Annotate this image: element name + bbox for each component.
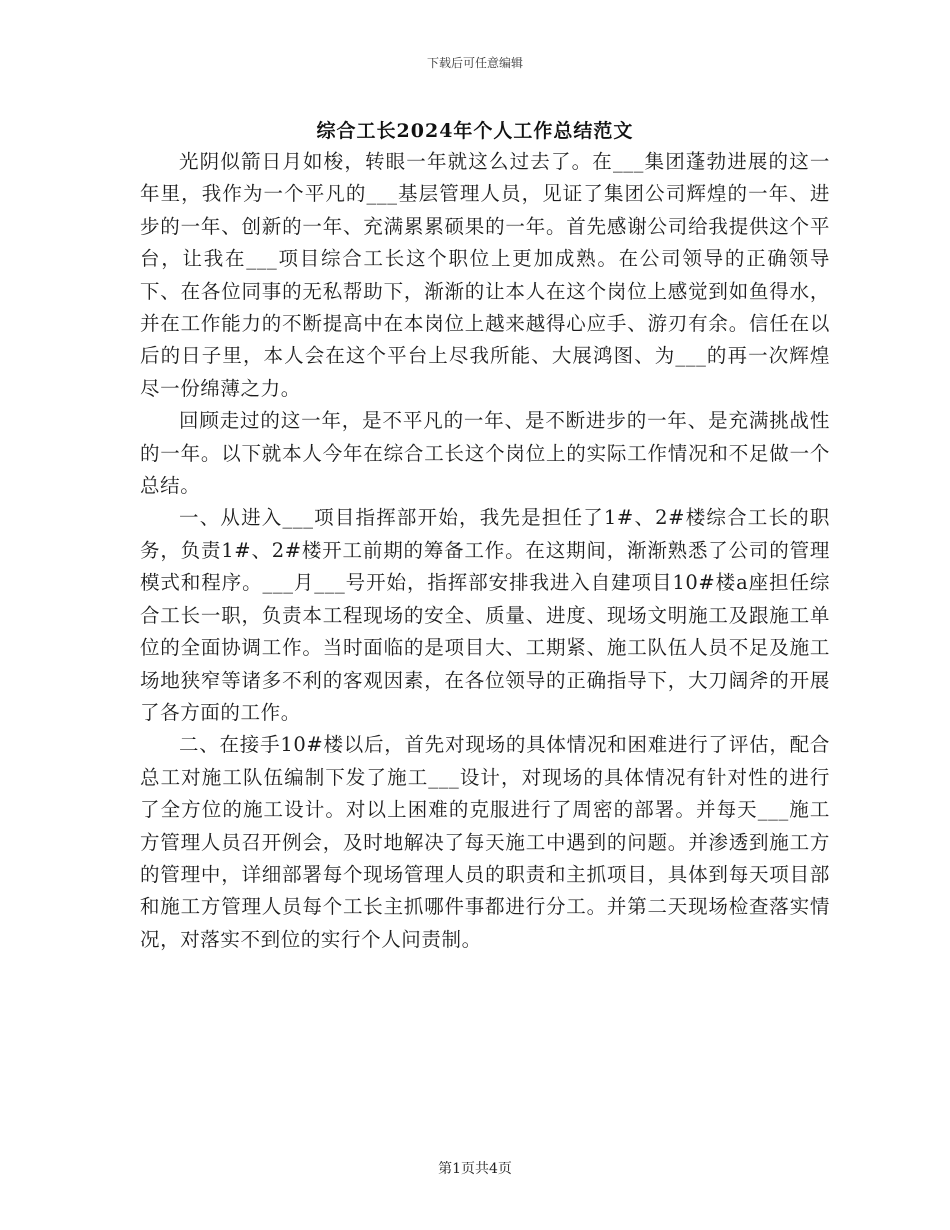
paragraph-review: 回顾走过的这一年，是不平凡的一年、是不断进步的一年、是充满挑战性的一年。以下就本人今年在综合工长这个岗位上的实际工作情况和不足做一个总结。 — [140, 409, 830, 498]
paragraph-section-one: 一、从进入___项目指挥部开始，我先是担任了1#、2#楼综合工长的职务，负责1#、2#楼开工前期的筹备工作。在这期间，渐渐熟悉了公司的管理模式和程序。___月___号开始，指挥部安排我进入自建项目10#楼a座担任综合工长一职，负责本工程现场的安全、质量、进度、现场文明施工及跟施工单位的全面协调工作。当时面临的是项目大、工期紧、施工队伍人员不足及施工场地狭窄等诸多不利的客观因素，在各位领导的正确指导下，大刀阔斧的开展了各方面的工作。 — [140, 506, 830, 724]
paragraph-section-two: 二、在接手10#楼以后，首先对现场的具体情况和困难进行了评估，配合总工对施工队伍编制下发了施工___设计，对现场的具体情况有针对性的进行了全方位的施工设计。对以上困难的克服进行了周密的部署。并每天___施工方管理人员召开例会，及时地解决了每天施工中遇到的问题。并渗透到施工方的管理中，详细部署每个现场管理人员的职责和主抓项目，具体到每天项目部和施工方管理人员每个工长主抓哪件事都进行分工。并第二天现场检查落实情况，对落实不到位的实行个人问责制。 — [140, 733, 830, 951]
document-title: 综合工长2024年个人工作总结范文 — [316, 120, 634, 142]
document-body — [140, 146, 830, 956]
paragraph-intro: 光阴似箭日月如梭，转眼一年就这么过去了。在___集团蓬勃进展的这一年里，我作为一个平凡的___基层管理人员，见证了集团公司辉煌的一年、进步的一年、创新的一年、充满累累硕果的一年。首先感谢公司给我提供这个平台，让我在___项目综合工长这个职位上更加成熟。在公司领导的正确领导下、在各位同事的无私帮助下，渐渐的让本人在这个岗位上感觉到如鱼得水，并在工作能力的不断提高中在本岗位上越来越得心应手、游刃有余。信任在以后的日子里，本人会在这个平台上尽我所能、大展鸿图、为___的再一次辉煌尽一份绵薄之力。 — [140, 150, 830, 400]
page-footer: 第1页共4页 — [438, 1161, 512, 1177]
header-note: 下载后可任意编辑 — [426, 56, 523, 70]
